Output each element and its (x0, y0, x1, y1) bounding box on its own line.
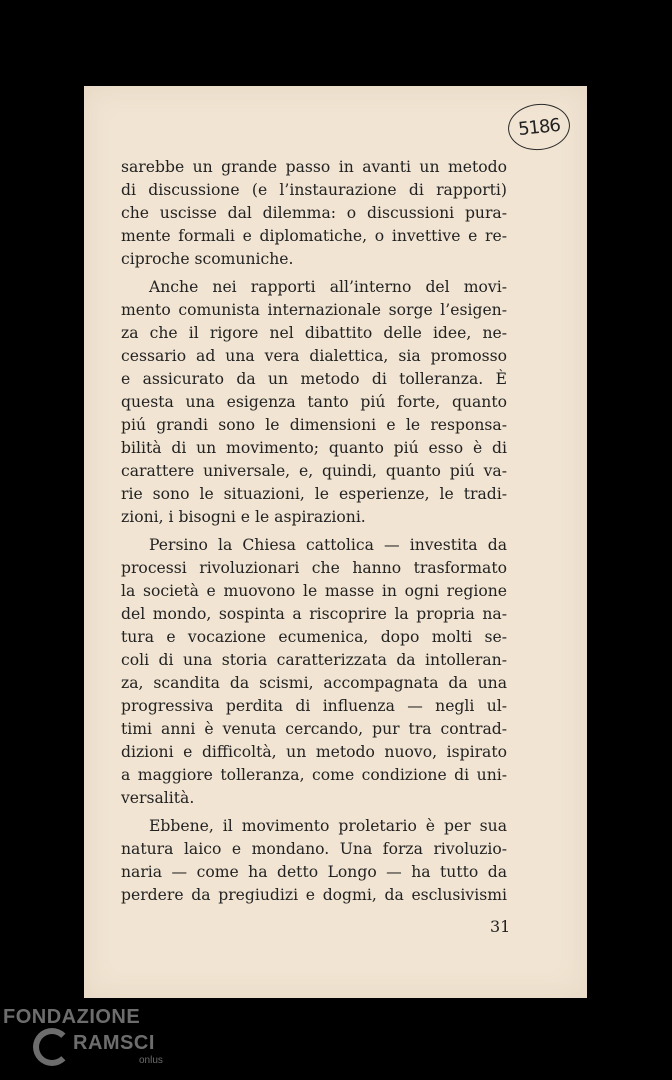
text-line: naria — come ha detto Longo — ha tutto da (121, 863, 507, 881)
text-line: za, scandita da scismi, accompagnata da una (121, 674, 507, 692)
text-line: sarebbe un grande passo in avanti un metodo (121, 158, 507, 176)
text-line: timi anni è venuta cercando, pur tra contrad- (121, 720, 507, 738)
text-line: di discussione (e l’instaurazione di rapporti) (121, 181, 507, 199)
logo-g-icon (33, 1028, 71, 1066)
text-line: rie sono le situazioni, le esperienze, le tradi- (121, 485, 507, 503)
text-line: mento comunista internazionale sorge l’esigen- (121, 301, 507, 319)
fondazione-gramsci-logo (3, 1006, 173, 1076)
logo-top-text: FONDAZIONE (3, 1006, 141, 1028)
text-line: la società e muovono le masse in ogni regione (121, 582, 507, 600)
page-number: 31 (490, 917, 511, 936)
text-line: coli di una storia caratterizzata da intolleran- (121, 651, 507, 669)
body-text (121, 156, 507, 907)
logo-bottom-text: RAMSCI (73, 1032, 155, 1054)
text-line: mente formali e diplomatiche, o invettive e re- (121, 227, 507, 245)
archive-stamp-number: 5186 (517, 114, 561, 140)
text-line: del mondo, sospinta a riscoprire la propria na- (121, 605, 507, 623)
text-line: questa una esigenza tanto piú forte, quanto (121, 393, 507, 411)
text-line: Anche nei rapporti all’interno del movi- (149, 278, 507, 296)
paragraph (121, 534, 507, 810)
text-line: perdere da pregiudizi e dogmi, da esclusivismi (121, 886, 507, 904)
text-line: che uscisse dal dilemma: o discussioni pura- (121, 204, 507, 222)
text-line: dizioni e difficoltà, un metodo nuovo, ispirato (121, 743, 507, 761)
paragraph (121, 815, 507, 907)
text-line: bilità di un movimento; quanto piú esso è di (121, 439, 507, 457)
text-line: e assicurato da un metodo di tolleranza. È (121, 370, 507, 388)
logo-sub-text: onlus (139, 1055, 163, 1066)
text-line: natura laico e mondano. Una forza rivoluzio- (121, 840, 507, 858)
text-line: versalità. (121, 789, 195, 807)
text-line: zioni, i bisogni e le aspirazioni. (121, 508, 366, 526)
text-line: a maggiore tolleranza, come condizione di uni- (121, 766, 507, 784)
text-line: ciproche scomuniche. (121, 250, 294, 268)
text-line: za che il rigore nel dibattito delle idee, ne- (121, 324, 507, 342)
text-line: tura e vocazione ecumenica, dopo molti se- (121, 628, 507, 646)
text-line: cessario ad una vera dialettica, sia promosso (121, 347, 507, 365)
text-line: carattere universale, e, quindi, quanto piú va- (121, 462, 507, 480)
text-line: processi rivoluzionari che hanno trasformato (121, 559, 507, 577)
text-line: Ebbene, il movimento proletario è per sua (149, 817, 507, 835)
paragraph (121, 276, 507, 529)
paragraph (121, 156, 507, 271)
text-line: Persino la Chiesa cattolica — investita da (149, 536, 507, 554)
text-line: progressiva perdita di influenza — negli ul- (121, 697, 507, 715)
text-line: piú grandi sono le dimensioni e le responsa- (121, 416, 507, 434)
